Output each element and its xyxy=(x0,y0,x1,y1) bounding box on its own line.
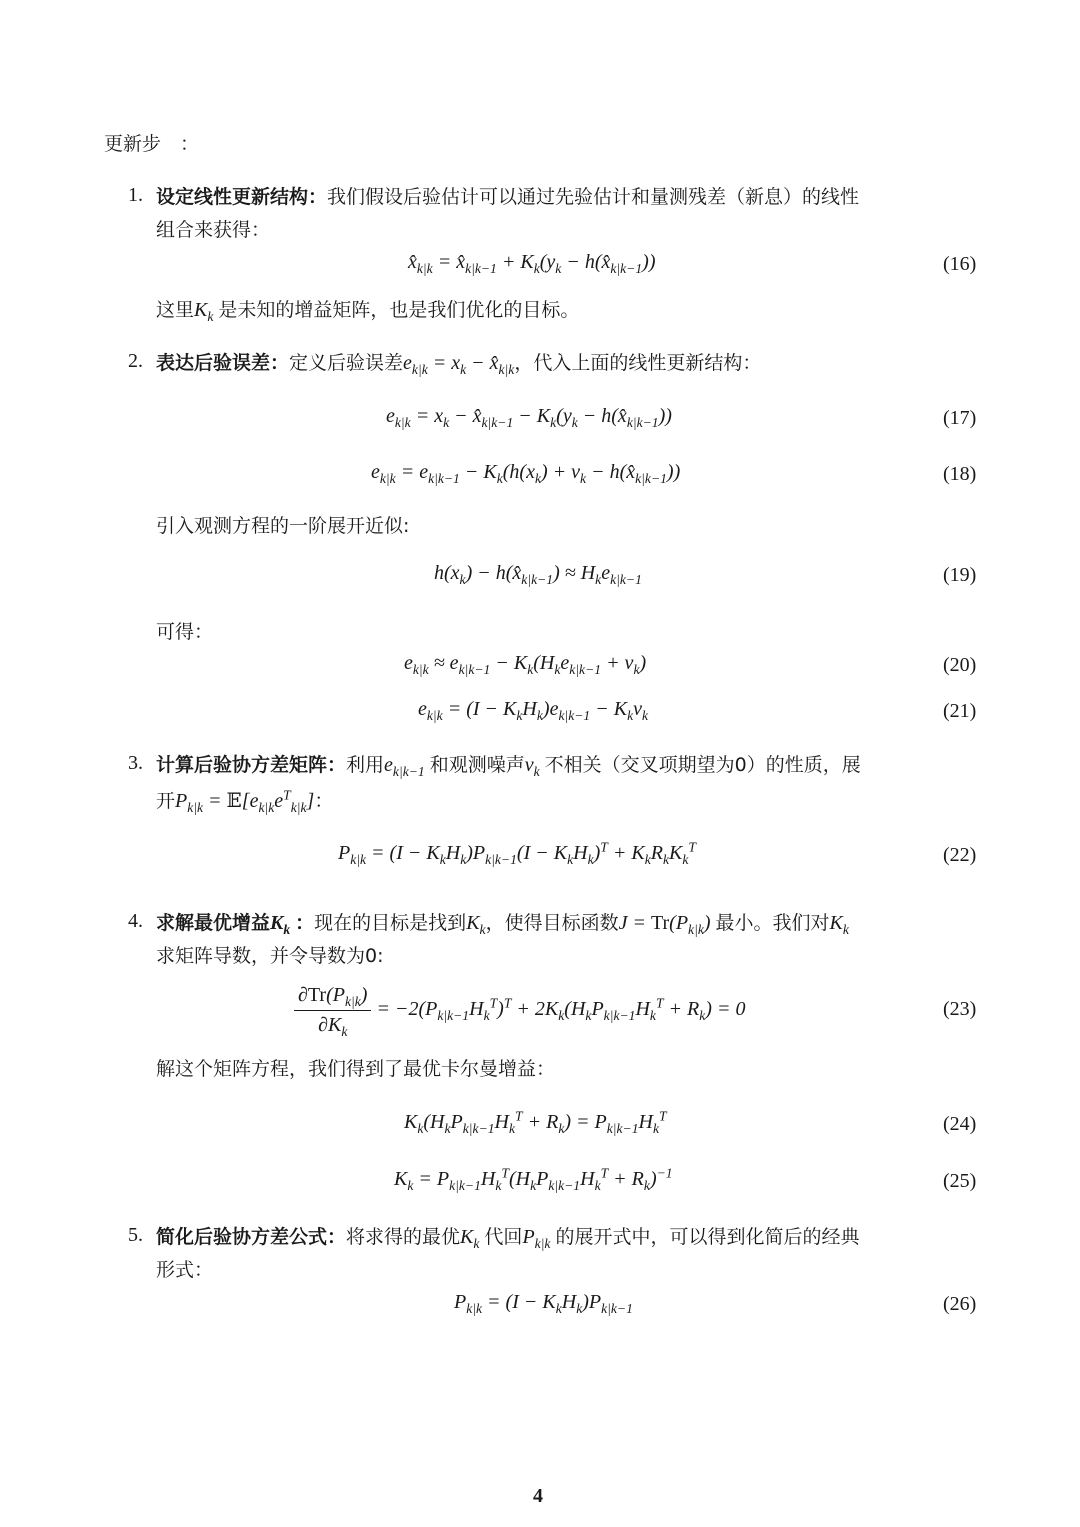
item-5-math-a: $K_k$ xyxy=(460,1226,480,1251)
item-4-math-a: $K_k$ xyxy=(466,912,486,937)
item-3-text-b: 和观测噪声 xyxy=(429,754,525,776)
section-heading: 更新步 ： xyxy=(104,133,200,155)
equation-19-label: (19) xyxy=(943,564,977,586)
equation-24-label: (24) xyxy=(943,1113,977,1135)
item-1-title: 设定线性更新结构： xyxy=(156,186,328,208)
equation-26: $P_{k|k} = (I - K_kH_k)P_{k|k-1}$ xyxy=(454,1291,633,1316)
equation-18-label: (18) xyxy=(943,463,977,485)
item-3-number: 3. xyxy=(128,752,143,774)
item-1-note-math: $K_k$ xyxy=(194,299,214,324)
equation-18: $e_{k|k} = e_{k|k-1} - K_k(h(x_k) + v_k$ − $h(x̂_{k|k-1})$) xyxy=(371,461,681,486)
equation-23: $\frac{\partial Tr(P_{k|k})}{\partial K_k}$ = $-2(P_{k|k-1}H_k^T)^T + 2K_k(H_kP_{k|k-1}H_k^T + R_k) = 0$ xyxy=(294,984,745,1037)
item-4-title-b: ： xyxy=(295,912,315,934)
item-4-text-b: ，使得目标函数 xyxy=(485,912,619,934)
item-1-note-b: 是未知的增益矩阵，也是我们优化的目标。 xyxy=(218,299,580,321)
equation-26-label: (26) xyxy=(943,1293,977,1315)
item-2-text-a: 定义后验误差 xyxy=(289,352,404,374)
equation-16-label: (16) xyxy=(943,253,977,275)
item-2-text-b: ，代入上面的线性更新结构： xyxy=(514,352,762,374)
item-3-math-a: $e_{k|k-1}$ xyxy=(384,754,425,779)
item-3-line-2 xyxy=(156,787,333,815)
item-5-line-1 xyxy=(156,1223,859,1251)
item-2-line-1 xyxy=(156,349,761,377)
item-3-text-c: 不相关（交叉项期望为0）的性质，展 xyxy=(544,754,861,776)
equation-23-fraction: $\frac{\partial Tr(P_{k|k})}{\partial K_k}$ xyxy=(294,984,371,1037)
item-4-title-math: $K_k$ xyxy=(270,912,291,937)
item-4-title-a: 求解最优增益 xyxy=(156,912,271,934)
equation-17: $e_{k|k} = x_k$ − $x̂_{k|k-1} - K_k(y_k$ − $h(x̂_{k|k-1})$) xyxy=(386,405,672,430)
item-3-title: 计算后验协方差矩阵： xyxy=(156,754,347,776)
item-3-line-1 xyxy=(156,751,861,779)
item-1-note xyxy=(156,296,579,324)
item-5-number: 5. xyxy=(128,1224,143,1246)
equation-21-label: (21) xyxy=(943,700,977,722)
item-5-text-a: 将求得的最优 xyxy=(346,1226,461,1248)
item-1-line-1 xyxy=(156,183,859,211)
item-2-text-between: 引入观测方程的一阶展开近似: xyxy=(156,515,410,537)
item-1-text-1: 我们假设后验估计可以通过先验估计和量测残差（新息）的线性 xyxy=(327,186,860,208)
item-2-inline-math: $e_{k|k} = x_k$ − $x̂_{k|k}$ xyxy=(403,352,515,377)
item-3-text-a: 利用 xyxy=(346,754,385,776)
item-4-line-1 xyxy=(156,909,849,937)
equation-22-label: (22) xyxy=(943,844,977,866)
item-1-line-2: 组合来获得： xyxy=(156,219,271,241)
item-4-text-c: 最小。我们对 xyxy=(715,912,830,934)
equation-20-label: (20) xyxy=(943,654,977,676)
item-3-line2-a: 开 xyxy=(156,790,176,812)
equation-16: $x̂_{k|k}$ = $x̂_{k|k-1} + K_k(y_k$ − $h(x̂_{k|k-1})$) xyxy=(408,251,656,276)
item-5-title: 简化后验协方差公式： xyxy=(156,1226,347,1248)
equation-25: $K_k = P_{k|k-1}H_k^T(H_kP_{k|k-1}H_k^T + R_k)^{-1}$ xyxy=(394,1165,673,1193)
item-3-math-b: $v_k$ xyxy=(524,754,540,779)
item-3-math-c: $P_{k|k}$ = $𝔼[e_{k|k}e^T_{k|k}]$ xyxy=(175,787,315,815)
item-1-note-a: 这里 xyxy=(156,299,195,321)
equation-23-label: (23) xyxy=(943,998,977,1020)
page-number: 4 xyxy=(533,1485,543,1507)
item-5-math-b: $P_{k|k}$ xyxy=(522,1226,551,1251)
item-4-number: 4. xyxy=(128,910,143,932)
equation-21: $e_{k|k} = (I - K_kH_k)e_{k|k-1} - K_kv_k$ xyxy=(418,698,649,723)
item-4-math-b: $J = Tr(P_{k|k})$ xyxy=(618,912,716,937)
equation-17-label: (17) xyxy=(943,407,977,429)
item-2-text-keyi: 可得： xyxy=(156,621,214,643)
equation-19: $h(x_k)$ − $h(x̂_{k|k-1}) \approx H_ke_{k|k-1}$ xyxy=(434,562,642,587)
equation-20: $e_{k|k} \approx e_{k|k-1} - K_k(H_ke_{k|k-1} + v_k)$ xyxy=(404,652,647,677)
item-1-number: 1. xyxy=(128,184,143,206)
item-5-text-b: 代回 xyxy=(484,1226,523,1248)
item-4-math-c: $K_k$ xyxy=(829,912,849,937)
item-4-text-between: 解这个矩阵方程，我们得到了最优卡尔曼增益： xyxy=(156,1058,556,1080)
equation-22: $P_{k|k} = (I - K_kH_k)P_{k|k-1}(I - K_kH_k)^T + K_kR_kK_k^T$ xyxy=(338,839,696,867)
item-5-text-c: 的展开式中，可以得到化简后的经典 xyxy=(555,1226,860,1248)
item-4-line-2: 求矩阵导数，并令导数为0: xyxy=(156,945,384,967)
item-2-title: 表达后验误差： xyxy=(156,352,290,374)
item-5-line-2: 形式： xyxy=(156,1259,214,1281)
equation-25-label: (25) xyxy=(943,1170,977,1192)
item-2-number: 2. xyxy=(128,350,143,372)
equation-24: $K_k(H_kP_{k|k-1}H_k^T + R_k) = P_{k|k-1}H_k^T$ xyxy=(404,1108,667,1136)
item-4-text-a: 现在的目标是找到 xyxy=(314,912,467,934)
item-3-line2-b: ： xyxy=(314,790,334,812)
